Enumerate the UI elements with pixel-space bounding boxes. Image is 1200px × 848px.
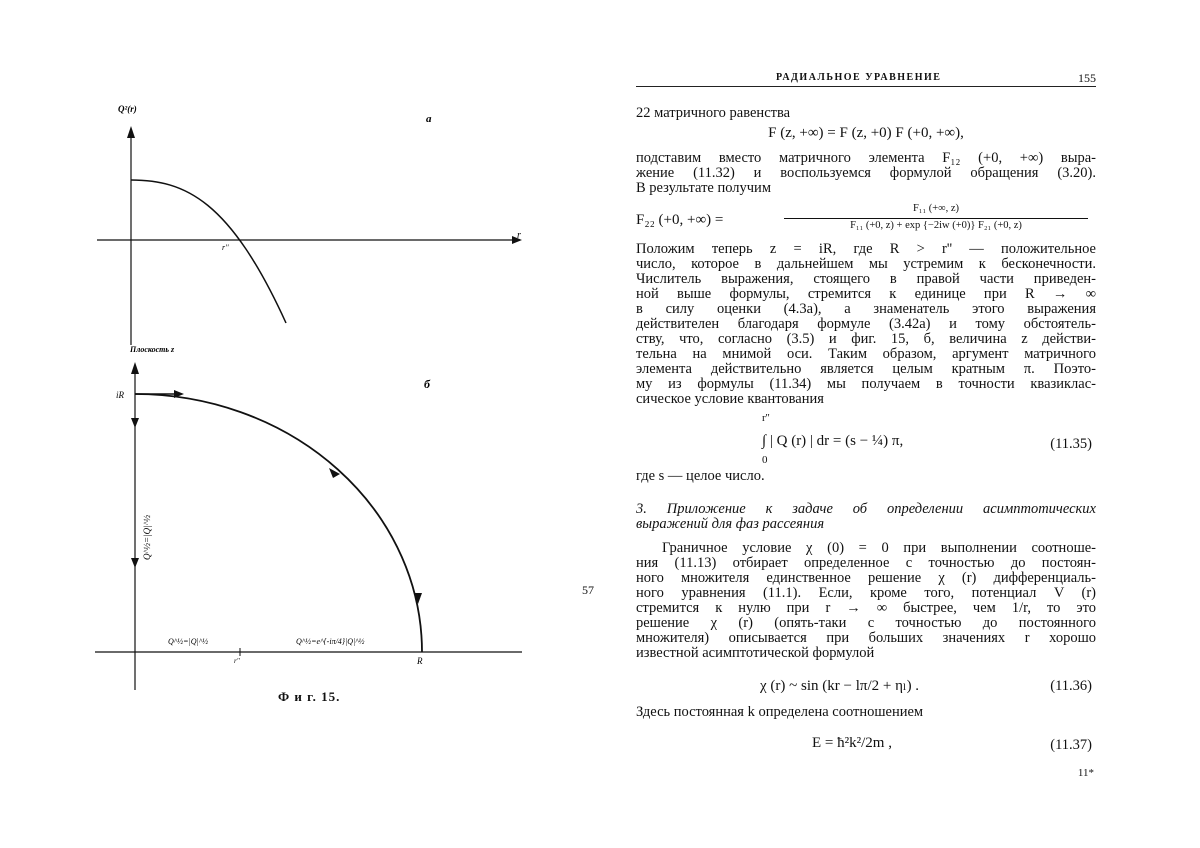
panel-a-x-label: r — [517, 230, 521, 241]
section-heading-line-1: 3. Приложение к задаче об определении асимптотических — [636, 501, 1096, 517]
equation-f22-numerator: F₁₁ (+∞, z) — [912, 203, 960, 214]
paragraph-3-line-8: тельна на мнимой оси. Таким образом, аргумент матричного — [636, 346, 1096, 362]
panel-b-real-point: R — [417, 656, 423, 666]
equation-1135-lower-limit: 0 — [762, 454, 768, 466]
paragraph-5-line-8: известной асимптотической формулой — [636, 645, 875, 661]
paragraph-5-line-1: Граничное условие χ (0) = 0 при выполнении соотноше- — [662, 540, 1096, 556]
equation-f22-fraction-bar — [784, 218, 1088, 219]
panel-a-q-arrow — [127, 126, 135, 138]
figure-15 — [0, 0, 594, 848]
running-title: РАДИАЛЬНОЕ УРАВНЕНИЕ — [776, 72, 942, 83]
panel-b-arrow-down-1 — [131, 418, 139, 428]
page-number: 155 — [1078, 71, 1096, 85]
running-head — [636, 70, 1096, 87]
equation-1135: ∫ | Q (r) | dr = (s − ¼) π, — [762, 433, 904, 449]
panel-b-imag-point: iR — [116, 390, 124, 400]
paragraph-3-line-9: элемента действительно является целым кратным π. Поэто- — [636, 361, 1096, 377]
panel-b-letter: б — [424, 377, 430, 391]
paragraph-3-line-11: сическое условие квантования — [636, 391, 824, 407]
paragraph-2-line-3: В результате получим — [636, 180, 771, 196]
paragraph-3-line-6: действителен благодаря формуле (3.42а) и тому обстоятель- — [636, 316, 1096, 332]
panel-b-arrow-down-2 — [131, 558, 139, 568]
paragraph-3-line-7: ству, что, согласно (3.5) и фиг. 15, б, величина z действи- — [636, 331, 1096, 347]
panel-b-plane-label: Плоскость z — [130, 345, 175, 354]
paragraph-3-line-10: му из формулы (11.34) мы получаем в точности квазиклас- — [636, 376, 1096, 392]
panel-a-letter: а — [426, 113, 432, 125]
paragraph-5-line-2: ния (11.13) отбирает определенное с точностью до постоян- — [636, 555, 1096, 571]
panel-a-q2-curve — [131, 180, 286, 323]
equation-1135-upper-limit: r'' — [762, 412, 770, 424]
panel-a-y-label: Q²(r) — [118, 104, 137, 114]
paragraph-4: где s — целое число. — [636, 468, 765, 484]
paragraph-5-line-7: множителя) описывается при больших значениях r хорошо — [636, 630, 1096, 646]
equation-1137: E = ħ²k²/2m , — [812, 735, 892, 751]
paragraph-3-line-2: число, которое в дальнейшем мы устремим к бесконечности. — [636, 256, 1096, 272]
panel-b-right-segment-label: Q^½=e^{-iπ/4}|Q|^½ — [296, 637, 365, 646]
panel-a — [97, 104, 522, 345]
panel-a-turning-point: r'' — [222, 243, 229, 252]
paragraph-5-line-5: стремится к нулю при r → ∞ быстрее, чем 1/r, то это — [636, 600, 1096, 616]
paragraph-1: 22 матричного равенства — [636, 105, 791, 121]
paragraph-2-line-2: жение (11.32) и воспользуемся формулой обращения (3.20). — [636, 165, 1096, 181]
signature-mark: 11* — [1077, 767, 1094, 779]
panel-b-left-segment-label: Q^½=|Q|^½ — [168, 637, 209, 646]
equation-1137-number: (11.37) — [1050, 737, 1092, 753]
paragraph-3-line-3: Числитель выражения, стоящего в правой части приведен- — [636, 271, 1096, 287]
paragraph-5-line-4: ного уравнения (11.1). Если, кроме того, потенциал V (r) — [636, 585, 1096, 601]
panel-b — [95, 345, 522, 690]
paragraph-3-line-1: Положим теперь z = iR, где R > r'' — положительное — [636, 241, 1096, 257]
equation-1135-number: (11.35) — [1050, 436, 1092, 452]
equation-matrix-product: F (z, +∞) = F (z, +0) F (+0, +∞), — [768, 125, 964, 141]
panel-b-contour-arc — [135, 394, 422, 652]
paragraph-5-line-3: ного множителя единственное решение χ (r) дифференциаль- — [636, 570, 1096, 586]
paragraph-3-line-4: ной выше формулы, стремится к единице при R → ∞ — [636, 286, 1096, 302]
paragraph-2-line-1: подставим вместо матричного элемента F₁₂ (+0, +∞) выра- — [636, 150, 1096, 166]
paragraph-5-line-6: решение χ (r) (опять-таки с точностью до постоянного — [636, 615, 1096, 631]
panel-b-turning-point: r'' — [234, 657, 240, 665]
equation-f22-denominator: F₁₁ (+0, z) + exp {−2iw (+0)} F₂₁ (+0, z) — [850, 220, 1022, 231]
section-heading-line-2: выражений для фаз рассеяния — [636, 516, 825, 532]
equation-1136: χ (r) ~ sin (kr − lπ/2 + ηₗ) . — [760, 678, 920, 694]
equation-f22-left: F₂₂ (+0, +∞) = — [636, 212, 724, 228]
paragraph-6: Здесь постоянная k определена соотношением — [636, 704, 924, 720]
panel-b-vertical-side-label: Q^½=|Q|^½ — [142, 514, 152, 560]
paragraph-3-line-5: в силу оценки (4.3а), а знаменатель этого выражения — [636, 301, 1096, 317]
text-page — [636, 0, 1096, 848]
equation-1136-number: (11.36) — [1050, 678, 1092, 694]
figure-15-graphics — [0, 0, 590, 848]
gutter-number: 57 — [582, 583, 594, 597]
panel-b-imag-arrow — [131, 362, 139, 374]
figure-caption: Ф и г. 15. — [278, 689, 341, 704]
